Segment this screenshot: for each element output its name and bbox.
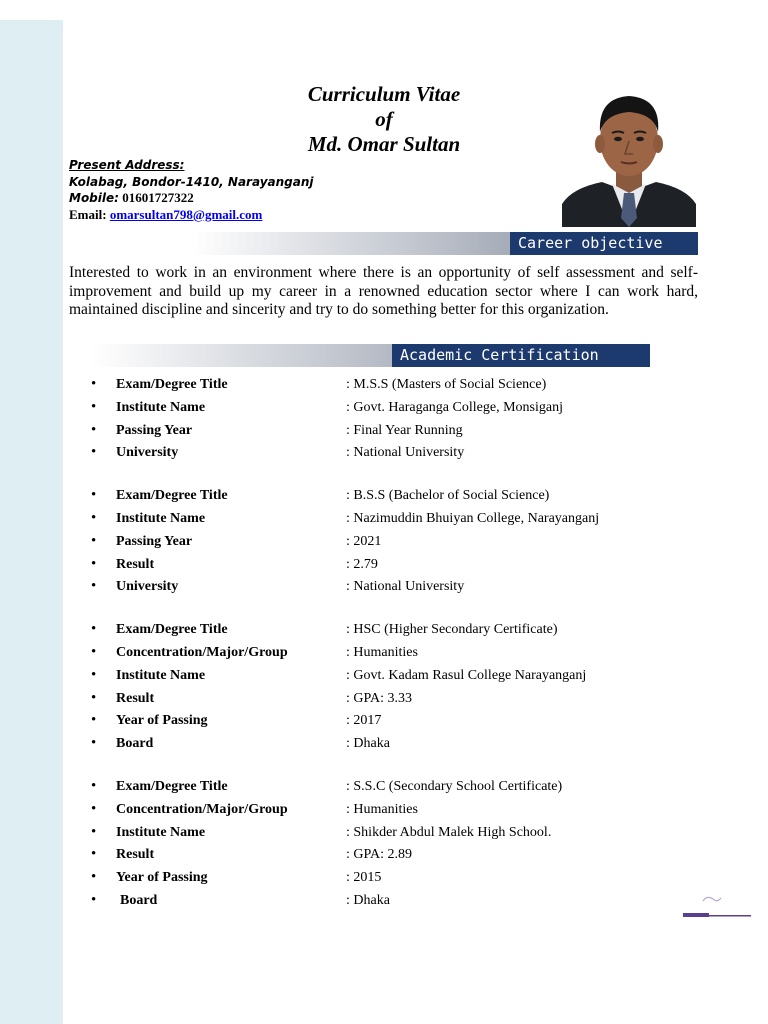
academic-field-label: Institute Name (116, 824, 206, 840)
profile-photo (562, 92, 696, 227)
academic-field-value: : Humanities (346, 801, 418, 817)
career-objective-bar (190, 232, 698, 255)
title-line-2: of (375, 107, 393, 131)
academic-row (0, 641, 700, 664)
bullet-icon: • (91, 487, 97, 504)
address-text: Kolabag, Bondor-1410, Narayanganj (69, 174, 314, 189)
title-line-3: Md. Omar Sultan (307, 132, 461, 156)
academic-field-value: : National University (346, 445, 465, 461)
bullet-icon: • (91, 644, 97, 660)
academic-field-label: Passing Year (116, 422, 193, 438)
academic-field-label: Exam/Degree Title (116, 488, 228, 504)
academic-row (0, 866, 700, 889)
academic-field-label: Institute Name (116, 399, 206, 415)
academic-field-value: : Dhaka (346, 736, 390, 752)
academic-row (0, 441, 700, 464)
academic-field-value: : GPA: 2.89 (346, 847, 413, 863)
academic-field-value: : Shikder Abdul Malek High School. (346, 824, 552, 840)
academic-field-value: : GPA: 3.33 (346, 690, 413, 706)
academic-field-label: Result (116, 690, 155, 706)
academic-row (0, 843, 700, 866)
bullet-icon: • (91, 846, 97, 863)
career-objective-heading: Career objective (510, 232, 698, 255)
bullet-icon: • (91, 578, 97, 595)
academic-field-label: Concentration/Major/Group (116, 801, 288, 817)
academic-row (0, 664, 700, 687)
bullet-icon: • (91, 621, 97, 638)
academic-field-label: Board (120, 893, 158, 908)
academic-row (0, 798, 700, 821)
mobile-label: Mobile: (69, 191, 119, 205)
portrait-illustration (562, 92, 696, 227)
bullet-icon: • (91, 555, 97, 572)
academic-field-value: : Govt. Kadam Rasul College Narayanganj (346, 667, 587, 683)
academic-field-value: : M.S.S (Masters of Social Science) (346, 377, 547, 392)
bullet-icon: • (91, 398, 97, 415)
email-label: Email: (69, 206, 107, 222)
mobile-number: 01601727322 (122, 190, 194, 205)
academic-row (0, 575, 700, 598)
academic-certification-heading: Academic Certification (392, 344, 650, 367)
academic-field-label: University (116, 579, 179, 595)
academic-field-value: : Nazimuddin Bhuiyan College, Narayanganj (346, 511, 600, 526)
academic-field-label: Exam/Degree Title (116, 779, 228, 794)
career-objective-text: Interested to work in an environment where there is an opportunity of self assessment and self-improvement and build up my career in a renowned education sector where I can work hard, maintained discipline and sincerity and try to do something better for this organization. (69, 264, 698, 319)
academic-row (0, 618, 700, 641)
academic-row (0, 687, 700, 710)
academic-field-value: : 2017 (346, 713, 382, 729)
bullet-icon: • (91, 532, 97, 549)
academic-field-value: : Humanities (346, 645, 418, 660)
bullet-icon: • (91, 689, 97, 706)
academic-field-value: : Govt. Haraganga College, Monsiganj (346, 399, 563, 415)
academic-field-value: : Final Year Running (346, 422, 463, 438)
academic-field-label: Board (116, 736, 154, 752)
academic-field-value: : S.S.C (Secondary School Certificate) (346, 779, 563, 794)
academic-field-value: : 2015 (346, 870, 382, 886)
bullet-icon: • (91, 666, 97, 683)
academic-row (0, 396, 700, 419)
bullet-icon: • (91, 510, 97, 526)
academic-field-label: Exam/Degree Title (116, 622, 228, 638)
academic-certification-bar (92, 344, 650, 367)
academic-row (0, 889, 700, 912)
academic-field-label: Concentration/Major/Group (116, 645, 288, 660)
bullet-icon: • (91, 823, 97, 840)
bullet-icon: • (91, 892, 97, 908)
address-label: Present Address: (69, 158, 185, 172)
contact-block (69, 157, 314, 223)
academic-row (0, 530, 700, 553)
academic-field-value: : B.S.S (Bachelor of Social Science) (346, 488, 550, 504)
bullet-icon: • (91, 778, 97, 794)
bullet-icon: • (91, 444, 97, 461)
academic-row (0, 821, 700, 844)
academic-field-value: : 2021 (346, 533, 382, 549)
bullet-icon: • (91, 735, 97, 752)
academic-field-value: : Dhaka (346, 893, 390, 908)
academic-field-label: Institute Name (116, 511, 206, 526)
academic-row (0, 709, 700, 732)
academic-field-label: Result (116, 556, 155, 572)
academic-field-value: : 2.79 (346, 556, 378, 572)
academic-field-label: University (116, 445, 179, 461)
bullet-icon: • (91, 800, 97, 817)
academic-row (0, 732, 700, 755)
academic-field-label: Year of Passing (116, 870, 208, 886)
bullet-icon: • (91, 421, 97, 438)
academic-row (0, 373, 700, 396)
academic-field-label: Exam/Degree Title (116, 377, 228, 392)
academic-row (0, 553, 700, 576)
academic-field-label: Result (116, 847, 155, 863)
academic-row (0, 484, 700, 507)
academic-row (0, 419, 700, 442)
page-title (240, 82, 528, 157)
bullet-icon: • (91, 869, 97, 886)
academic-row (0, 775, 700, 798)
academic-row (0, 507, 700, 530)
email-link[interactable]: omarsultan798@gmail.com (109, 206, 263, 222)
decorative-signature (683, 889, 751, 919)
bullet-icon: • (91, 376, 97, 392)
academic-field-label: Institute Name (116, 667, 206, 683)
academic-field-value: : HSC (Higher Secondary Certificate) (346, 622, 558, 638)
academic-field-value: : National University (346, 579, 465, 595)
academic-field-label: Passing Year (116, 533, 193, 549)
title-line-1: Curriculum Vitae (307, 82, 461, 106)
bullet-icon: • (91, 712, 97, 729)
academic-field-label: Year of Passing (116, 713, 208, 729)
